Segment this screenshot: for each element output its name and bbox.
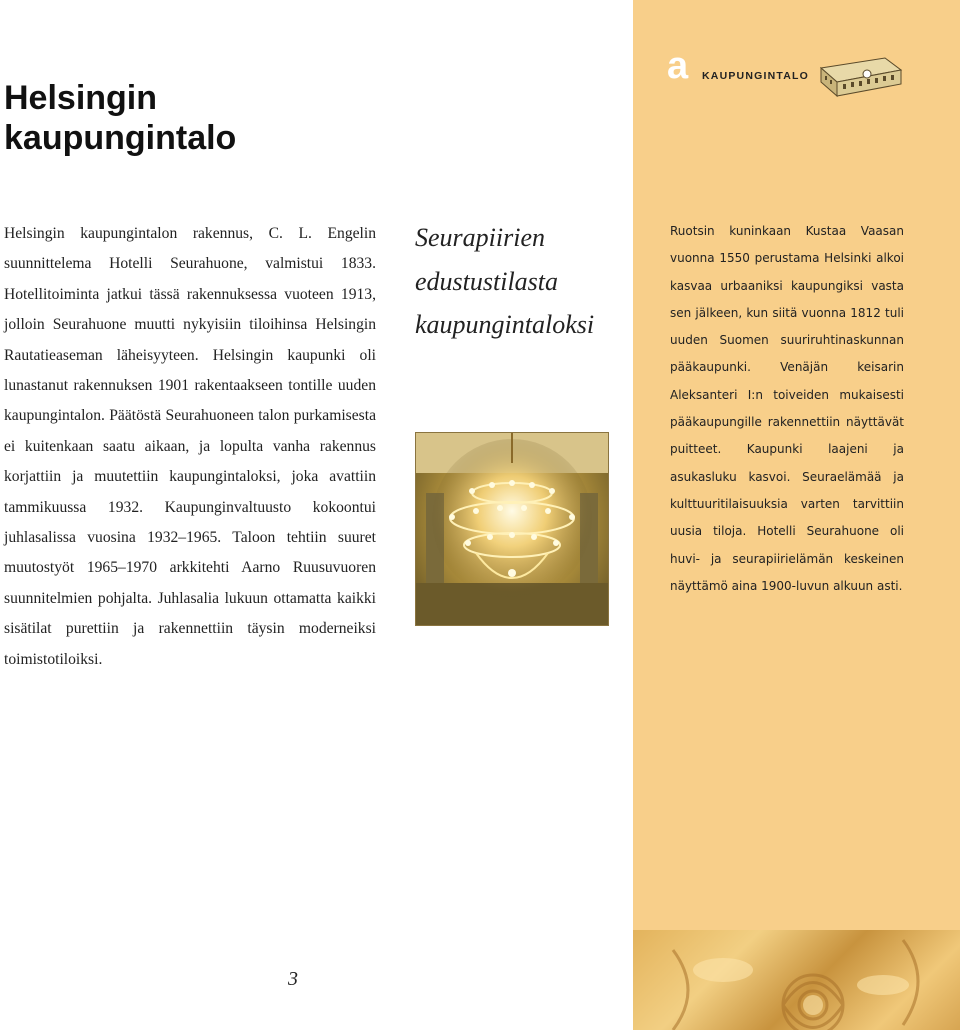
pull-quote: Seurapiirien edustustilasta kaupungintaloksi — [415, 223, 595, 339]
sidebar-text: Ruotsin kuninkaan Kustaa Vaasan vuonna 1550 perustama Helsinki alkoi kasvaa urbaaniksi kaupungiksi vasta sen jälkeen, kun siitä vuonna 1812 tuli uuden Suomen suuriruhtinaskunnan pääkaupunki. Venäjän keisarin Aleksanteri I:n toiveiden mukaisesti pääkaupungille rakennettiin näyttävät puitteet. Kaupunki laajeni ja asukasluku kasvoi. Seuraelämää ja kulttuuritilaisuuksia varten tarvittiin uusia tiloja. Hotelli Seurahuone oli huvi- ja seurapiirielämän keskeinen näyttämö aina 1900-luvun alkuun asti. — [670, 224, 904, 593]
page-number: 3 — [288, 968, 298, 990]
page-title: Helsingin kaupungintalo — [4, 79, 237, 157]
ornament-image — [633, 930, 960, 1030]
logo-label: KAUPUNGINTALO — [702, 70, 809, 82]
article-body: Helsingin kaupungintalon rakennus, C. L. Engelin suunnittelema Hotelli Seurahuone, valmistui 1833. Hotellitoiminta jatkui tässä rakennuksessa vuoteen 1913, jolloin Seurahuone muutti nykyisiin tiloihinsa Helsingin Rautatieaseman läheisyyteen. Helsingin kaupunki oli lunastanut rakennuksen 1901 rakentaakseen tontille uuden kaupungintalon. Päätöstä Seurahuoneen talon purkamisesta ei kuitenkaan saatu aikaan, ja lopulta vanha rakennus korjattiin ja muutettiin kaupungintaloksi, joka avattiin tammikuussa 1932. Kaupunginvaltuusto kokoontui juhlasalissa vuosina 1932–1965. Taloon tehtiin suuret muutostyöt 1965–1970 arkkitehti Aarno Ruusuvuoren suunnitelmien pohjalta. Juhlasalia lukuun ottamatta kaikki sisätilat purettiin ja rakennettiin täysin moderneiksi toimistotiloiksi. — [4, 225, 376, 668]
chandelier-image — [415, 432, 609, 626]
building-icon — [815, 50, 905, 100]
logo-letter: a — [667, 45, 689, 87]
